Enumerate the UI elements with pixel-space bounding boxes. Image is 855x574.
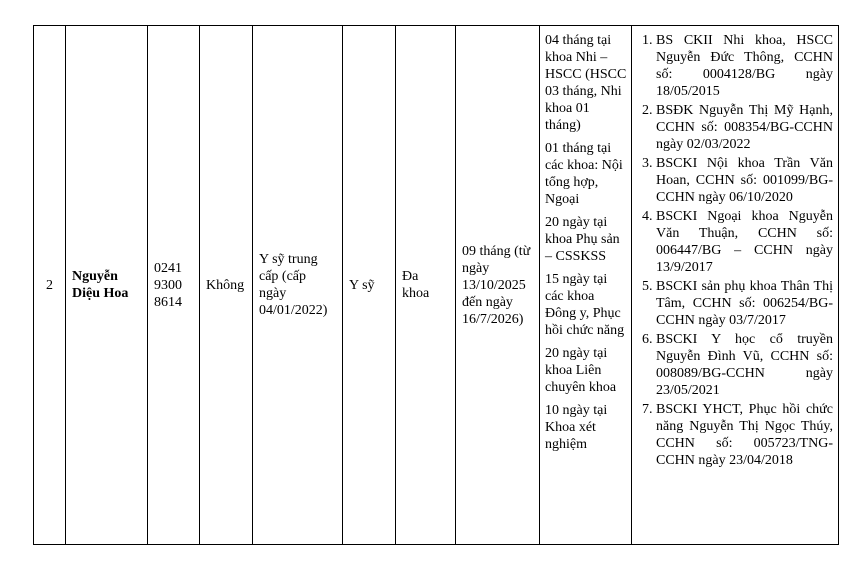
table-row — [34, 26, 839, 545]
plan-item: 10 ngày tại Khoa xét nghiệm — [545, 403, 608, 452]
plan-item: 20 ngày tại khoa Phụ sản – CSSKSS — [545, 215, 620, 264]
supervisor-item: 5. BSCKI sản phụ khoa Thân Thị Tâm, CCHN số: 006254/BG-CCHN ngày 03/7/2017 — [656, 278, 833, 329]
name-line-1: Nguyễn — [72, 269, 118, 284]
training-table — [33, 25, 839, 545]
phone-cell — [148, 26, 200, 545]
title-cell: Y sỹ — [343, 26, 396, 545]
name-line-2: Diệu Hoa — [72, 286, 129, 301]
supervisor-item: 1. BS CKII Nhi khoa, HSCC Nguyễn Đức Thông, CCHN số: 0004128/BG ngày 18/05/2015 — [656, 32, 833, 100]
supervisor-item: 4. BSCKI Ngoại khoa Nguyễn Văn Thuận, CCHN số: 006447/BG – CCHN ngày 13/9/2017 — [656, 208, 833, 276]
degree-cell: Không — [200, 26, 253, 545]
phone-line-3: 8614 — [154, 294, 182, 310]
supervisor-item: 3. BSCKI Nội khoa Trần Văn Hoan, CCHN số: 001099/BG-CCHN ngày 06/10/2020 — [656, 155, 833, 206]
supervisor-list — [636, 32, 833, 469]
row-number: 2 — [34, 26, 66, 545]
phone-line-2: 9300 — [154, 277, 182, 293]
supervisor-item: 6. BSCKI Y học cổ truyền Nguyễn Đình Vũ, CCHN số: 008089/BG-CCHN ngày 23/05/2021 — [656, 331, 833, 399]
supervisor-item: 2. BSĐK Nguyễn Thị Mỹ Hạnh, CCHN số: 008354/BG-CCHN ngày 02/03/2022 — [656, 102, 833, 153]
certificate-cell: Y sỹ trung cấp (cấp ngày 04/01/2022) — [253, 26, 343, 545]
plan-item: 04 tháng tại khoa Nhi – HSCC (HSCC 03 tháng, Nhi khoa 01 tháng) — [545, 33, 627, 133]
specialty-cell: Đa khoa — [396, 26, 456, 545]
supervisors-cell — [632, 26, 839, 545]
training-plan-cell — [540, 26, 632, 545]
phone-line-1: 0241 — [154, 260, 182, 276]
supervisor-item: 7. BSCKI YHCT, Phục hồi chức năng Nguyễn Thị Ngọc Thúy, CCHN số: 005723/TNG-CCHN ngày 23/04/2018 — [656, 401, 833, 469]
plan-item: 01 tháng tại các khoa: Nội tổng hợp, Ngoại — [545, 141, 623, 207]
duration-cell: 09 tháng (từ ngày 13/10/2025 đến ngày 16/7/2026) — [456, 26, 540, 545]
plan-item: 15 ngày tại các khoa Đông y, Phục hồi chức năng — [545, 272, 625, 338]
plan-item: 20 ngày tại khoa Liên chuyên khoa — [545, 346, 617, 395]
person-name — [66, 26, 148, 545]
